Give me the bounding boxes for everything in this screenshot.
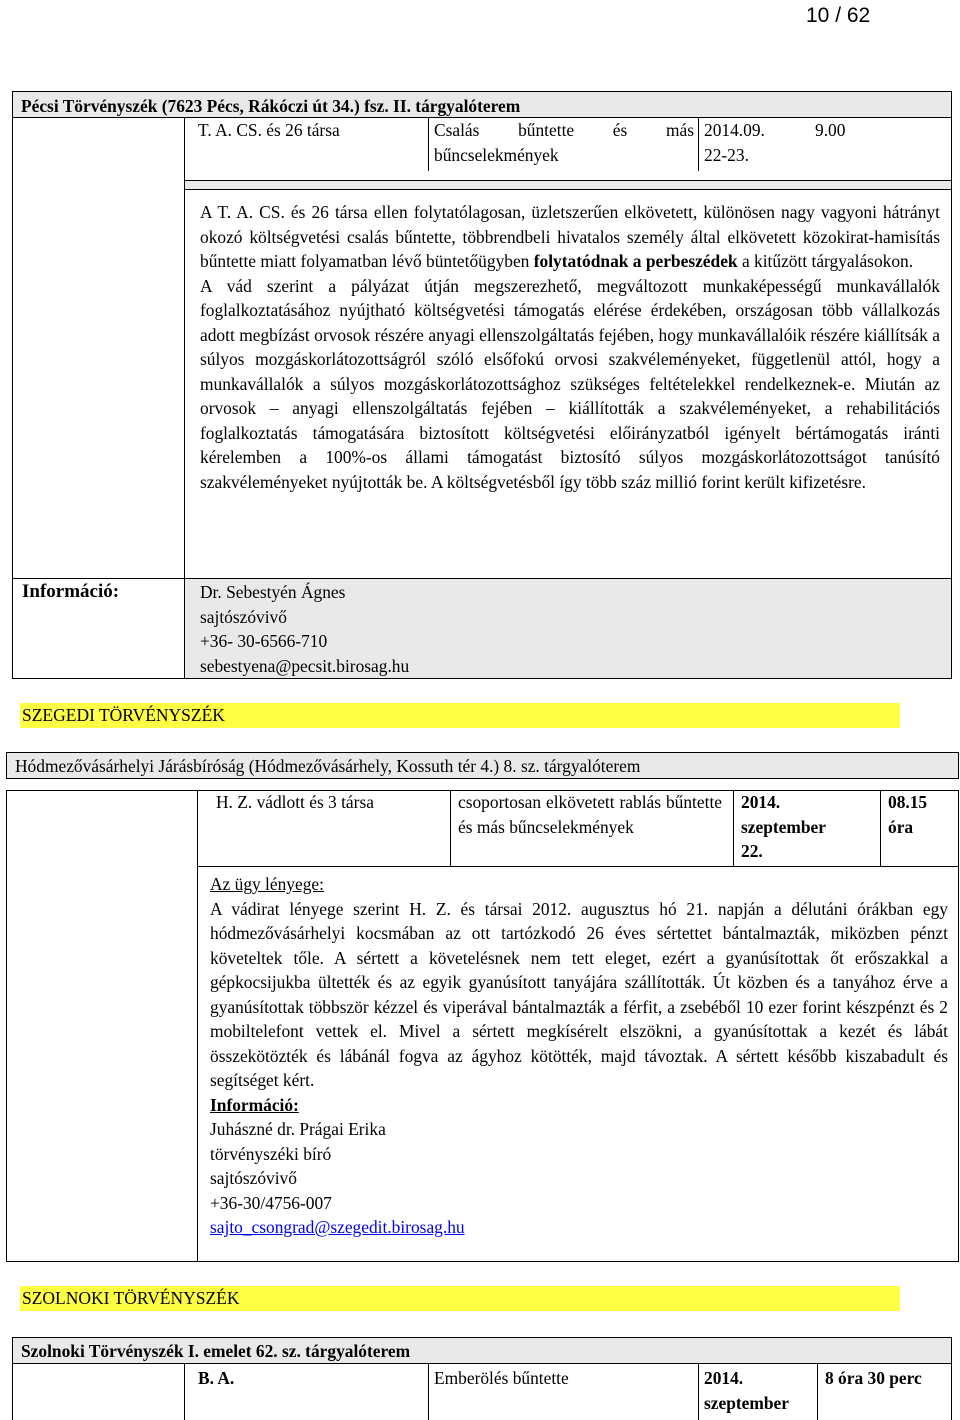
szolnok-cell-divider-1 [428, 1363, 429, 1420]
pecs-section [0, 0, 960, 700]
pecs-cell-divider-2 [698, 118, 699, 171]
szeged-description [210, 872, 948, 1240]
pecs-date: 2014.09. 22-23. [704, 120, 765, 165]
szeged-column-divider [197, 790, 198, 1262]
szolnok-cell-divider-3 [817, 1363, 818, 1420]
szolnok-banner: SZOLNOKI TÖRVÉNYSZÉK [20, 1286, 900, 1311]
pecs-desc-end: a kitűzött tárgyalásokon. [741, 251, 914, 271]
pecs-contact [200, 580, 409, 678]
szeged-contact-title: törvényszéki bíró [210, 1143, 332, 1164]
szeged-cell-divider-3 [880, 790, 881, 866]
szeged-contact-email-link[interactable]: sajto_csongrad@szegedit.birosag.hu [210, 1217, 465, 1237]
szeged-time: 08.15 óra [888, 792, 928, 837]
pecs-contact-role: sajtószóvivő [200, 606, 287, 627]
szeged-cell-divider-1 [450, 790, 451, 866]
szeged-contact-phone: +36-30/4756-007 [210, 1192, 332, 1213]
pecs-contact-phone: +36- 30-6566-710 [200, 631, 328, 651]
szolnok-court-heading: Szolnoki Törvényszék I. emelet 62. sz. tárgyalóterem [12, 1337, 952, 1364]
szeged-contact-name: Juhászné dr. Prágai Erika [210, 1119, 386, 1139]
szolnok-cell-divider-2 [698, 1363, 699, 1420]
szolnok-time: 8 óra 30 perc [825, 1368, 922, 1388]
pecs-time: 9.00 [815, 120, 846, 140]
szolnok-defendant: B. A. [198, 1368, 235, 1388]
pecs-contact-name: Dr. Sebestyén Ágnes [200, 582, 346, 602]
szeged-case-label: Az ügy lényege: [210, 874, 324, 894]
pecs-contact-email[interactable]: sebestyena@pecsit.birosag.hu [200, 655, 410, 676]
szeged-contact-role: sajtószóvivő [210, 1168, 297, 1188]
szeged-defendant: H. Z. vádlott és 3 társa [216, 792, 374, 812]
pecs-desc-bold: folytatódnak a perbeszédek [533, 251, 738, 271]
szeged-case-text: A vádirat lényege szerint H. Z. és társai 2012. augusztus hó 21. napján a délutáni órákban egy hódmezővásárhelyi kocsmában az ott tartózkodó 26 éves sértettet bántalmazták, miközben pénzt követeltek tőle. A sértett a követelésnek nem tett eleget, ezért a gyanúsítottak őt erőszakkal a gépkocsijukba ültették és az egyik gyanúsított tanyájára szállították. Út közben és a tanyához érve a gyanúsítottak többször kézzel és viperával bántalmazták a férfit, a zsebéből 10 ezer forint készpénzt és 2 mobiltelefont vettek el. Mivel a sértett megkísérelt elszökni, a gyanúsítottak a kezét és lábát összekötözték és lábánál fogva az ágyhoz kötötték, majd távoztak. A sértett később kiszabadult és segítséget kért. [210, 898, 948, 1090]
pecs-charge: Csalás bűntette és más bűncselekmények [434, 120, 694, 165]
pecs-court-heading: Pécsi Törvényszék (7623 Pécs, Rákóczi út 34.) fsz. II. tárgyalóterem [12, 91, 952, 118]
szeged-banner: SZEGEDI TÖRVÉNYSZÉK [20, 703, 900, 728]
szeged-case-row-line [197, 866, 959, 867]
szolnok-column-divider [184, 1363, 185, 1420]
pecs-info-label: Információ: [22, 581, 120, 602]
szeged-info-label: Információ: [210, 1094, 299, 1115]
szeged-date: 2014. szeptember 22. [741, 792, 826, 861]
pecs-desc-body: A vád szerint a pályázat útján megszerezhető, megváltozott munkaképességű munkavállalók foglalkoztatásához nyújtható költségvetési támogatás elérése érdekében, országosan több vállalkozás adott megbízást orvosok részére anyagi ellenszolgáltatás fejében, hogy munkavállalóik részére kiállítsák a súlyos mozgáskorlátozottságról szóló elsőfokú orvosi szakvéleményeket, függetlenül attól, hogy a munkavállalók a súlyos mozgáskorlátozottsághoz szükséges feltételekkel rendelkeznek-e. Miután az orvosok – anyagi ellenszolgáltatás fejében – kiállították a szakvéleményeket, a rehabilitációs foglalkoztatás támogatására biztosított költségvetési előirányzatból igényelt bértámogatás iránti kérelemben a 100%-os állami támogatást biztosító súlyos mozgáskorlátozottságot tanúsító szakvéleményeket nyújtották be. A költségvetésből így több száz millió forint került kifizetésre. [200, 275, 940, 492]
pecs-defendant: T. A. CS. és 26 társa [198, 120, 340, 140]
szolnok-date: 2014. szeptember [704, 1368, 789, 1413]
pecs-desc-intro: A T. A. CS. és 26 társa ellen folytatólagosan, üzletszerűen elkövetett, különösen nagy vagyoni hátrányt okozó költségvetési csalás bűntette, többrendbeli hivatalos személy által elkövetett közokirat-hamisítás bűntette miatt folyamatban lévő büntetőügyben [200, 202, 940, 271]
szeged-court-heading: Hódmezővásárhelyi Járásbíróság (Hódmezővásárhely, Kossuth tér 4.) 8. sz. tárgyalóterem [6, 752, 959, 779]
pecs-cell-divider-1 [428, 118, 429, 171]
szolnok-charge: Emberölés bűntette [434, 1368, 569, 1388]
page-number: 10 / 62 [806, 4, 871, 27]
pecs-description [200, 200, 940, 494]
szeged-charge: csoportosan elkövetett rablás bűntette és más bűncselekmények [458, 792, 722, 837]
pecs-gray-strip [184, 180, 952, 190]
szeged-cell-divider-2 [733, 790, 734, 866]
